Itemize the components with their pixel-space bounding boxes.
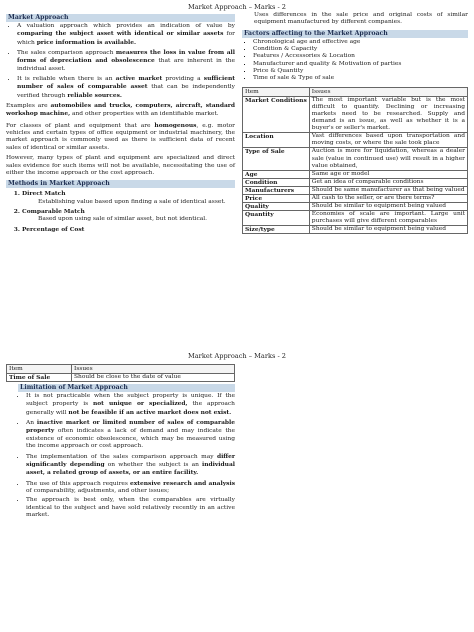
method-percentage-of-cost: 3. Percentage of Cost bbox=[22, 226, 235, 233]
definition-bullet-list bbox=[6, 23, 235, 100]
time-of-sale-table bbox=[6, 364, 235, 382]
table-row: Location Vast differences based upon transportation and moving costs, or where the sale took place bbox=[243, 133, 468, 148]
table-row: Type of Sale Auction is more for liquidation, whereas a dealer sale (value in continued use) will result in a higher value obtained, bbox=[243, 148, 468, 170]
list-item: • The approach is best only, when the comparables are virtually identical to the subject and have sold relatively recently in an active market. bbox=[26, 497, 235, 519]
table-row: Condition Get an idea of comparable conditions bbox=[243, 178, 468, 186]
list-item: • The sales comparison approach measures the loss in value from all forms of depreciation and obsolescence that are inherent in the individual asset. bbox=[17, 49, 235, 73]
table-row: Quantity Economies of scale are important. Large unit purchases will give different comparables bbox=[243, 211, 468, 226]
table-row: Time of Sale Should be close to the date of value bbox=[7, 374, 235, 382]
factor-item: ▪ Manufacturer and quality & Motivation of parties bbox=[253, 61, 468, 68]
specialized-paragraph: However, many types of plant and equipment are specialized and direct sales evidence for such items will not be available, necessitating the use of either the income approach or the cost approach. bbox=[6, 155, 235, 176]
page-title: Market Approach – Marks - 2 bbox=[188, 352, 286, 360]
document-page-2 bbox=[0, 345, 474, 632]
table-header-row bbox=[243, 87, 468, 96]
column-header-item: Item bbox=[7, 365, 72, 374]
section-header-methods: Methods in Market Approach bbox=[6, 180, 235, 188]
limitations-list bbox=[6, 393, 235, 519]
factor-item: ▪ Condition & Capacity bbox=[253, 46, 468, 53]
factors-list bbox=[242, 39, 468, 83]
list-item: • The implementation of the sales comparison approach may differ significantly depending on whether the subject is an individual asset, a related group of assets, or an entire facility. bbox=[26, 453, 235, 478]
percentage-of-cost-description: Uses differences in the sale price and original costs of similar equipment manufactured by different companies. bbox=[254, 12, 468, 26]
table-row: Price All cash to the seller, or are there terms? bbox=[243, 194, 468, 202]
factor-item: ▪ Features / Accessories & Location bbox=[253, 53, 468, 60]
method-description: Based upon using sale of similar asset, but not identical. bbox=[38, 216, 208, 223]
table-row: Size/type Should be similar to equipment being valued bbox=[243, 226, 468, 234]
list-item: • It is not practicable when the subject property is unique. If the subject property is not unique or specialized, the approach generally will not be feasible if an active market does not exist. bbox=[26, 393, 235, 417]
factor-item: ▪ Price & Quantity bbox=[253, 68, 468, 75]
list-item: • An inactive market or limited number of sales of comparable property often indicates a lack of demand and may indicate the existence of economic obsolescence, which may be measured using the income approach or cost approach. bbox=[26, 419, 235, 450]
factors-issues-table bbox=[242, 87, 468, 235]
table-row: Quality Should be similar to equipment being valued bbox=[243, 203, 468, 211]
list-item: • It is reliable when there is an active market providing a sufficient number of sales of comparable asset that can be independently verified through reliable sources. bbox=[17, 75, 235, 100]
section-header-limitation: Limitation of Market Approach bbox=[18, 384, 235, 392]
left-column bbox=[6, 364, 235, 521]
table-row: Age Same age or model bbox=[243, 170, 468, 178]
method-comparable-match: 2. Comparable Match bbox=[22, 208, 235, 215]
factor-item: ▪ Chronological age and effective age bbox=[253, 39, 468, 46]
column-header-issues: Issues bbox=[72, 365, 235, 374]
homogenous-paragraph: For classes of plant and equipment that are homogenous, e.g. motor vehicles and certain types of office equipment or industrial machinery, the market approach is commonly used as there is sufficient data of recent sales of identical or similar assets. bbox=[6, 121, 235, 151]
list-item: • A valuation approach which provides an indication of value by comparing the subject asset with identical or similar assets for which price information is available. bbox=[17, 23, 235, 47]
factor-item: ▪ Time of sale & Type of sale bbox=[253, 75, 468, 82]
table-row: Manufacturers Should be same manufacturer as that being valued bbox=[243, 186, 468, 194]
right-column bbox=[242, 12, 468, 234]
method-description: Establishing value based upon finding a sale of identical asset. bbox=[38, 198, 226, 205]
section-header-market-approach: Market Approach bbox=[6, 14, 235, 22]
page-separator bbox=[0, 317, 474, 345]
left-column bbox=[6, 14, 235, 234]
table-header-row bbox=[7, 365, 235, 374]
methods-list bbox=[6, 190, 235, 233]
list-item: • The use of this approach requires extensive research and analysis of comparability, adjustments, and other issues; bbox=[26, 480, 235, 496]
method-direct-match: 1. Direct Match bbox=[22, 190, 235, 197]
examples-paragraph: Examples are automobiles and trucks, computers, aircraft, standard workshop machine, and other properties with an identifiable market. bbox=[6, 102, 235, 118]
page-title: Market Approach – Marks - 2 bbox=[188, 3, 286, 11]
column-header-issues: Issues bbox=[309, 87, 467, 96]
column-header-item: Item bbox=[243, 87, 310, 96]
section-header-factors: Factors affecting to the Market Approach bbox=[242, 30, 468, 38]
table-row: Market Conditions The most important variable but is the most difficult to quantify. Declining or increasing markets need to be researched. Supply and demand is an issue, as well as whether it is a buyer's or seller's market. bbox=[243, 96, 468, 132]
